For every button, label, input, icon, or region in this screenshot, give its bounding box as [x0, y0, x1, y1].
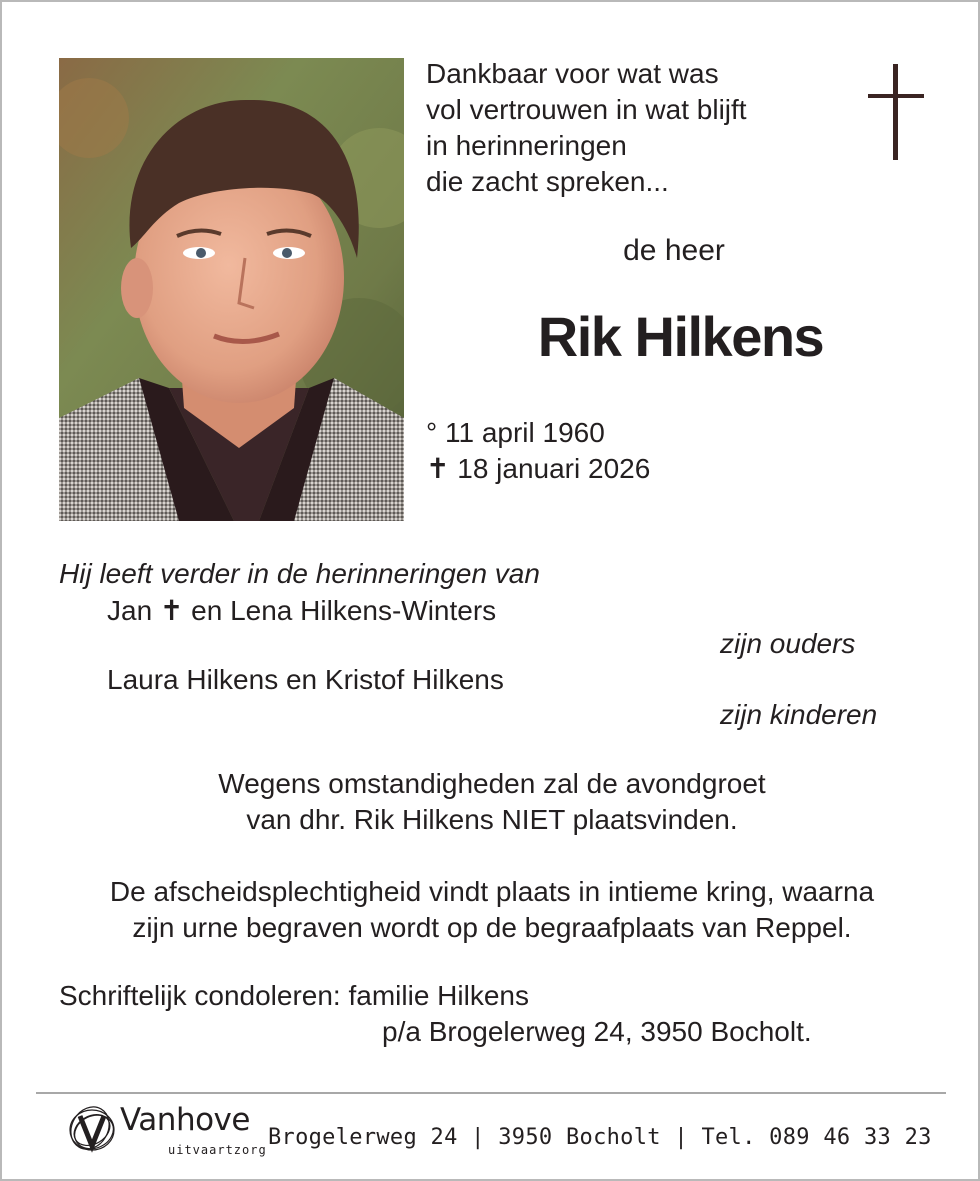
- vanhove-logo-icon: [66, 1102, 126, 1162]
- family-intro: Hij leeft verder in de herinneringen van: [59, 558, 540, 589]
- footer-divider: [36, 1092, 946, 1094]
- notice-line: Wegens omstandigheden zal de avondgroet: [218, 768, 766, 799]
- ceremony-line: zijn urne begraven wordt op de begraafplaats van Reppel.: [132, 912, 852, 943]
- poem-line: Dankbaar voor wat was: [426, 58, 719, 89]
- deceased-name: Rik Hilkens: [537, 305, 824, 368]
- ceremony-line: De afscheidsplechtigheid vindt plaats in intieme kring, waarna: [109, 876, 875, 907]
- poem-line: in herinneringen: [426, 130, 627, 161]
- evening-prayer-notice: [42, 766, 942, 838]
- poem-line: die zacht spreken...: [426, 166, 669, 197]
- latin-cross-icon: [868, 64, 924, 160]
- children-names: Laura Hilkens en Kristof Hilkens: [107, 664, 504, 695]
- death-date: ✝ 18 januari 2026: [426, 453, 651, 484]
- funeral-home-contact: Brogelerweg 24 | 3950 Bocholt | Tel. 089 46 33 23: [268, 1125, 932, 1150]
- portrait-photo: [59, 58, 404, 521]
- children-relation: zijn kinderen: [720, 699, 878, 730]
- condolence-address: p/a Brogelerweg 24, 3950 Bocholt.: [382, 1016, 812, 1047]
- life-dates: [426, 415, 650, 487]
- poem-line: vol vertrouwen in wat blijft: [426, 94, 747, 125]
- poem: [426, 56, 747, 200]
- logo-wordmark: Vanhove: [120, 1102, 250, 1138]
- title-prefix: de heer: [623, 234, 725, 267]
- condolence-line: Schriftelijk condoleren: familie Hilkens: [59, 980, 529, 1011]
- ceremony-notice: [42, 874, 942, 946]
- logo-subtitle: uitvaartzorg: [168, 1143, 267, 1157]
- parents-names: Jan ✝ en Lena Hilkens-Winters: [107, 595, 497, 626]
- birth-date: ° 11 april 1960: [426, 417, 605, 448]
- parents-relation: zijn ouders: [720, 628, 856, 659]
- notice-line: van dhr. Rik Hilkens NIET plaatsvinden.: [246, 804, 738, 835]
